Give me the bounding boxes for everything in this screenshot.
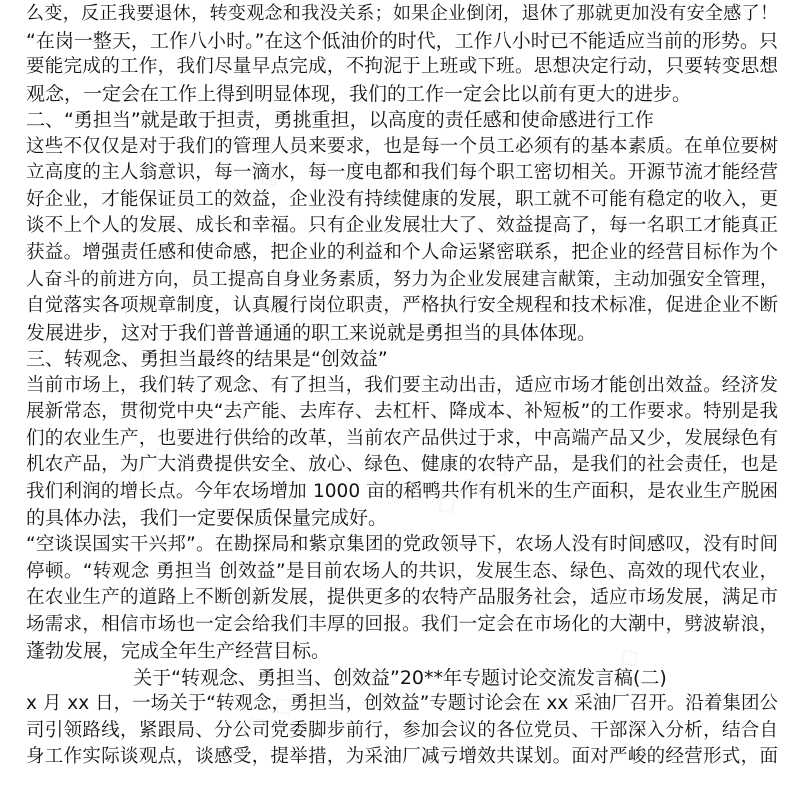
text-line: 三、转观念、勇担当最终的结果是“创效益” bbox=[26, 348, 388, 371]
text-line: 发展进步，这对于我们普普通通的职工来说就是勇担当的具体体现。 bbox=[26, 321, 597, 344]
text-line: “空谈误国实干兴邦”。在勘探局和紫京集团的党政领导下，农场人没有时间感叹，没有时间 bbox=[26, 534, 778, 555]
text-line: 展新常态，贯彻党中央“去产能、去库存、去杠杆、降成本、补短板”的工作要求。特别是我 bbox=[26, 401, 778, 423]
text-line: 们的农业生产，也要进行供给的改革，当前农产品供过于求，中高端产品又少，发展绿色有 bbox=[26, 427, 778, 449]
text-line: 人奋斗的前进方向，员工提高自身业务素质，努力为企业发展建言献策，主动加强安全管理， bbox=[26, 268, 778, 290]
text-line: 要能完成的工作，我们尽量早点完成，不拘泥于上班或下班。思想决定行动，只要转变思想 bbox=[26, 56, 778, 78]
text-line: 当前市场上，我们转了观念、有了担当，我们要主动出击，适应市场才能创出效益。经济发 bbox=[26, 374, 778, 396]
text-line: 立高度的主人翁意识，每一滴水，每一度电都和我们每个职工密切相关。开源节流才能经营 bbox=[26, 162, 778, 184]
text-line: 司引领路线，紧跟局、分公司党委脚步前行，参加会议的各位党员、干部深入分析，结合自 bbox=[26, 719, 778, 741]
text-line: 这些不仅仅是对于我们的管理人员来要求，也是每一个员工必须有的基本素质。在单位要树 bbox=[26, 135, 778, 157]
text-line: 身工作实际谈观点，谈感受，提举措，为采油厂减亏增效共谋划。面对严峻的经营形式，面 bbox=[26, 746, 778, 768]
watermark-mark: ◇ ◇ ◇ bbox=[679, 397, 768, 473]
section-title: 关于“转观念、勇担当、创效益”20**年专题讨论交流发言稿(二) bbox=[133, 666, 667, 689]
text-line: x 月 xx 日，一场关于“转观念，勇担当，创效益”专题讨论会在 xx 采油厂召开。沿着集团公 bbox=[26, 693, 778, 715]
text-line: 机农产品，为广大消费提供安全、放心、绿色、健康的农特产品，是我们的社会责任，也是 bbox=[26, 454, 778, 476]
text-line: 二、“勇担当”就是敢于担责，勇挑重担，以高度的责任感和使命感进行工作 bbox=[26, 109, 654, 132]
text-line: 停顿。“转观念 勇担当 创效益”是目前农场人的共识，发展生态、绿色、高效的现代农业， bbox=[26, 560, 778, 582]
text-line: 在农业生产的道路上不断创新发展，提供更多的农特产品服务社会，适应市场发展，满足市 bbox=[26, 587, 778, 609]
text-line: 我们利润的增长点。今年农场增加 1000 亩的稻鸭共作有机米的生产面积，是农业生产脱困 bbox=[26, 480, 778, 502]
text-line: 的具体办法，我们一定要保质保量完成好。 bbox=[26, 507, 388, 530]
text-line: 么变，反正我要退休，转变观念和我没关系；如果企业倒闭，退休了那就更加没有安全感了！ bbox=[26, 3, 778, 24]
watermark-mark: ◇ ◇ ◇ bbox=[119, 417, 208, 493]
text-line: 蓬勃发展，完成全年生产经营目标。 bbox=[26, 640, 331, 663]
text-line: 场需求，相信市场也一定会给我们丰厚的回报。我们一定会在市场化的大潮中，劈波崭浪， bbox=[26, 613, 778, 635]
text-line: 好企业，才能保证员工的效益，企业没有持续健康的发展，职工就不可能有稳定的收入，更 bbox=[26, 188, 778, 210]
watermark-mark: ◇ ◇ ◇ bbox=[559, 637, 648, 713]
text-line: 观念，一定会在工作上得到明显体现，我们的工作一定会比以前有更大的进步。 bbox=[26, 82, 692, 105]
text-line: 获益。增强责任感和使命感，把企业的利益和个人命运紧密联系，把企业的经营目标作为个 bbox=[26, 241, 778, 263]
watermark-mark: ◇ ◇ ◇ bbox=[479, 207, 568, 283]
text-line: 谈不上个人的发展、成长和幸福。只有企业发展壮大了、效益提高了，每一名职工才能真正 bbox=[26, 215, 778, 237]
text-line: 自觉落实各项规章制度，认真履行岗位职责，严格执行安全规程和技术标准，促进企业不断 bbox=[26, 295, 778, 317]
watermark-mark: ◇ ◇ ◇ bbox=[429, 447, 518, 523]
watermark-mark: ◇ ◇ ◇ bbox=[239, 667, 328, 743]
watermark-mark: ◇ ◇ ◇ bbox=[199, 157, 288, 233]
text-line: “在岗一整天，工作八小时。”在这个低油价的时代，工作八小时已不能适应当前的形势。只 bbox=[26, 29, 778, 52]
